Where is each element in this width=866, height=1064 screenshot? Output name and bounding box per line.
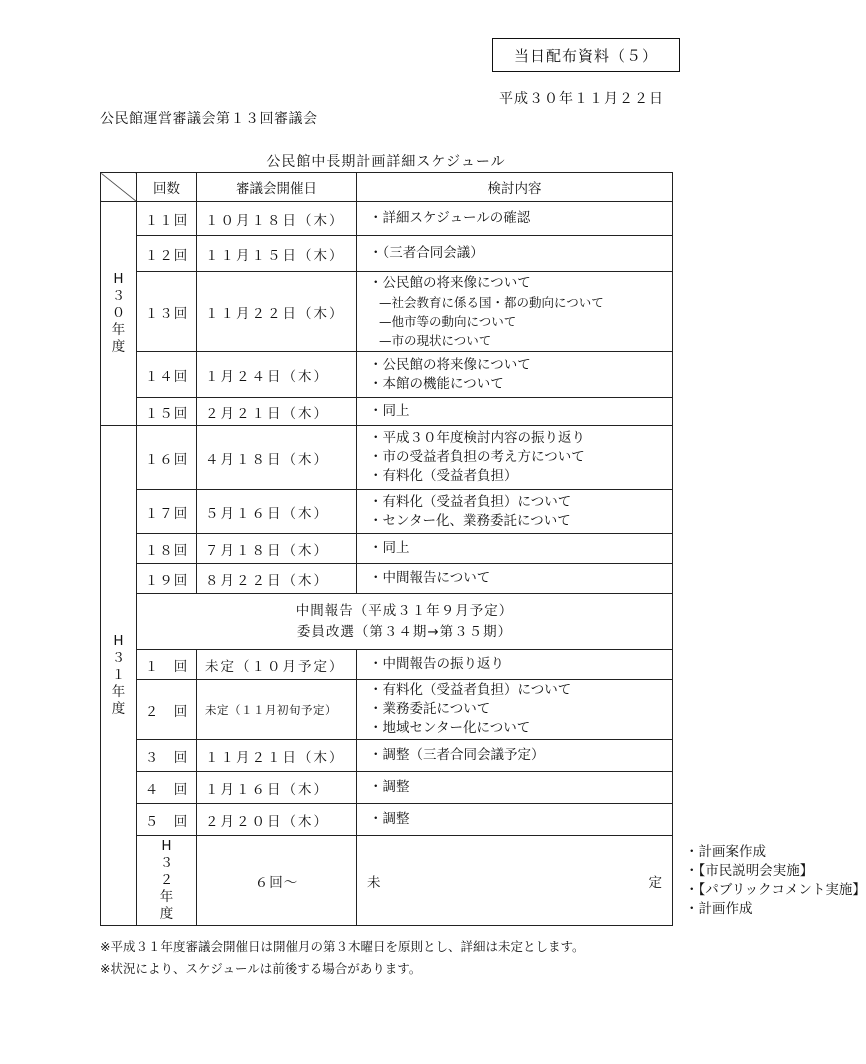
row-num: １８回 xyxy=(137,534,197,564)
year-h32: H ３ ２ 年 度 xyxy=(137,836,197,926)
table-header-row xyxy=(101,173,673,202)
header-count: 回数 xyxy=(137,173,197,202)
schedule-table xyxy=(100,172,866,926)
row-date: ８月２２日（木） xyxy=(197,564,357,594)
row-date: １月２４日（木） xyxy=(197,352,357,398)
row-date: １０月１８日（木） xyxy=(197,202,357,236)
row-content: ・詳細スケジュールの確認 xyxy=(357,202,673,236)
table-row xyxy=(101,772,673,804)
row-date: １１月１５日（木） xyxy=(197,236,357,272)
row-date: 未定（１０月予定） xyxy=(197,650,357,680)
row-content: ・同上 xyxy=(357,534,673,564)
row-num: １６回 xyxy=(137,426,197,490)
meeting-title: 公民館運営審議会第１３回審議会 xyxy=(100,111,318,127)
row-num: １５回 xyxy=(137,398,197,426)
footnote: ※状況により、スケジュールは前後する場合があります。 xyxy=(100,961,422,976)
row-num: １ 回 xyxy=(137,650,197,680)
row-num: ３ 回 xyxy=(137,740,197,772)
table-row xyxy=(101,202,673,236)
row-num: ６回～ xyxy=(197,836,357,926)
row-date: ７月１８日（木） xyxy=(197,534,357,564)
handout-label: 当日配布資料（５） xyxy=(492,38,680,72)
table-row xyxy=(101,564,673,594)
row-content: ・有料化（受益者負担）について ・業務委託について ・地域センター化について xyxy=(357,680,673,740)
row-num: １７回 xyxy=(137,490,197,534)
row-num: １１回 xyxy=(137,202,197,236)
table-row xyxy=(101,804,673,836)
table-caption: 公民館中長期計画詳細スケジュール xyxy=(266,154,506,170)
table-row xyxy=(101,680,673,740)
row-num: １９回 xyxy=(137,564,197,594)
row-date: ２月２１日（木） xyxy=(197,398,357,426)
row-content: ・公民館の将来像について ・本館の機能について xyxy=(357,352,673,398)
row-date xyxy=(357,836,673,926)
table-row xyxy=(101,534,673,564)
table-row xyxy=(101,352,673,398)
row-date: ５月１６日（木） xyxy=(197,490,357,534)
table-row: H ３ ２ 年 度 ６回～ 未 定 ・計画案作成 ・【市民説明会実施】 ・【パブリックコメント実施】 ・計画作成 xyxy=(101,836,673,926)
interim-report-row xyxy=(101,594,673,650)
interim-report: 中間報告（平成３１年９月予定） 委員改選（第３４期→第３５期） xyxy=(137,594,673,650)
row-date: １１月２１日（木） xyxy=(197,740,357,772)
row-content: ・調整（三者合同会議予定） xyxy=(357,740,673,772)
row-date: ２月２０日（木） xyxy=(197,804,357,836)
row-content: ・平成３０年度検討内容の振り返り ・市の受益者負担の考え方について ・有料化（受益者負担） xyxy=(357,426,673,490)
year-h30: H ３ ０ 年 度 xyxy=(101,202,137,426)
row-content: ・調整 xyxy=(357,804,673,836)
row-num: ５ 回 xyxy=(137,804,197,836)
table-row xyxy=(101,490,673,534)
header-date: 審議会開催日 xyxy=(197,173,357,202)
undecided-char-1: 未 xyxy=(367,874,381,891)
row-date: ４月１８日（木） xyxy=(197,426,357,490)
row-num: １４回 xyxy=(137,352,197,398)
row-num: １３回 xyxy=(137,272,197,352)
header-content: 検討内容 xyxy=(357,173,673,202)
row-num: ４ 回 xyxy=(137,772,197,804)
row-content: ・（三者合同会議） xyxy=(357,236,673,272)
corner-cell xyxy=(101,173,137,202)
row-content: ・同上 xyxy=(357,398,673,426)
row-content: ・中間報告について xyxy=(357,564,673,594)
undecided-date xyxy=(367,871,662,891)
table-row xyxy=(101,272,673,352)
row-date: 未定（１１月初旬予定） xyxy=(197,680,357,740)
year-h31: H ３ １ 年 度 xyxy=(101,426,137,926)
table-row xyxy=(101,740,673,772)
footnotes xyxy=(100,936,584,980)
row-content: ・公民館の将来像について —社会教育に係る国・都の動向について —他市等の動向について —市の現状について xyxy=(357,272,673,352)
row-content: ・調整 xyxy=(357,772,673,804)
table-row xyxy=(101,650,673,680)
row-date: １月１６日（木） xyxy=(197,772,357,804)
row-content: ・有料化（受益者負担）について ・センター化、業務委託について xyxy=(357,490,673,534)
row-num: ２ 回 xyxy=(137,680,197,740)
document-date: 平成３０年１１月２２日 xyxy=(499,91,664,107)
table-row xyxy=(101,398,673,426)
table-row xyxy=(101,426,673,490)
table-row xyxy=(101,236,673,272)
row-content: ・中間報告の振り返り xyxy=(357,650,673,680)
row-date: １１月２２日（木） xyxy=(197,272,357,352)
row-num: １２回 xyxy=(137,236,197,272)
undecided-char-2: 定 xyxy=(648,874,662,891)
footnote: ※平成３１年度審議会開催日は開催月の第３木曜日を原則とし、詳細は未定とします。 xyxy=(100,939,585,954)
